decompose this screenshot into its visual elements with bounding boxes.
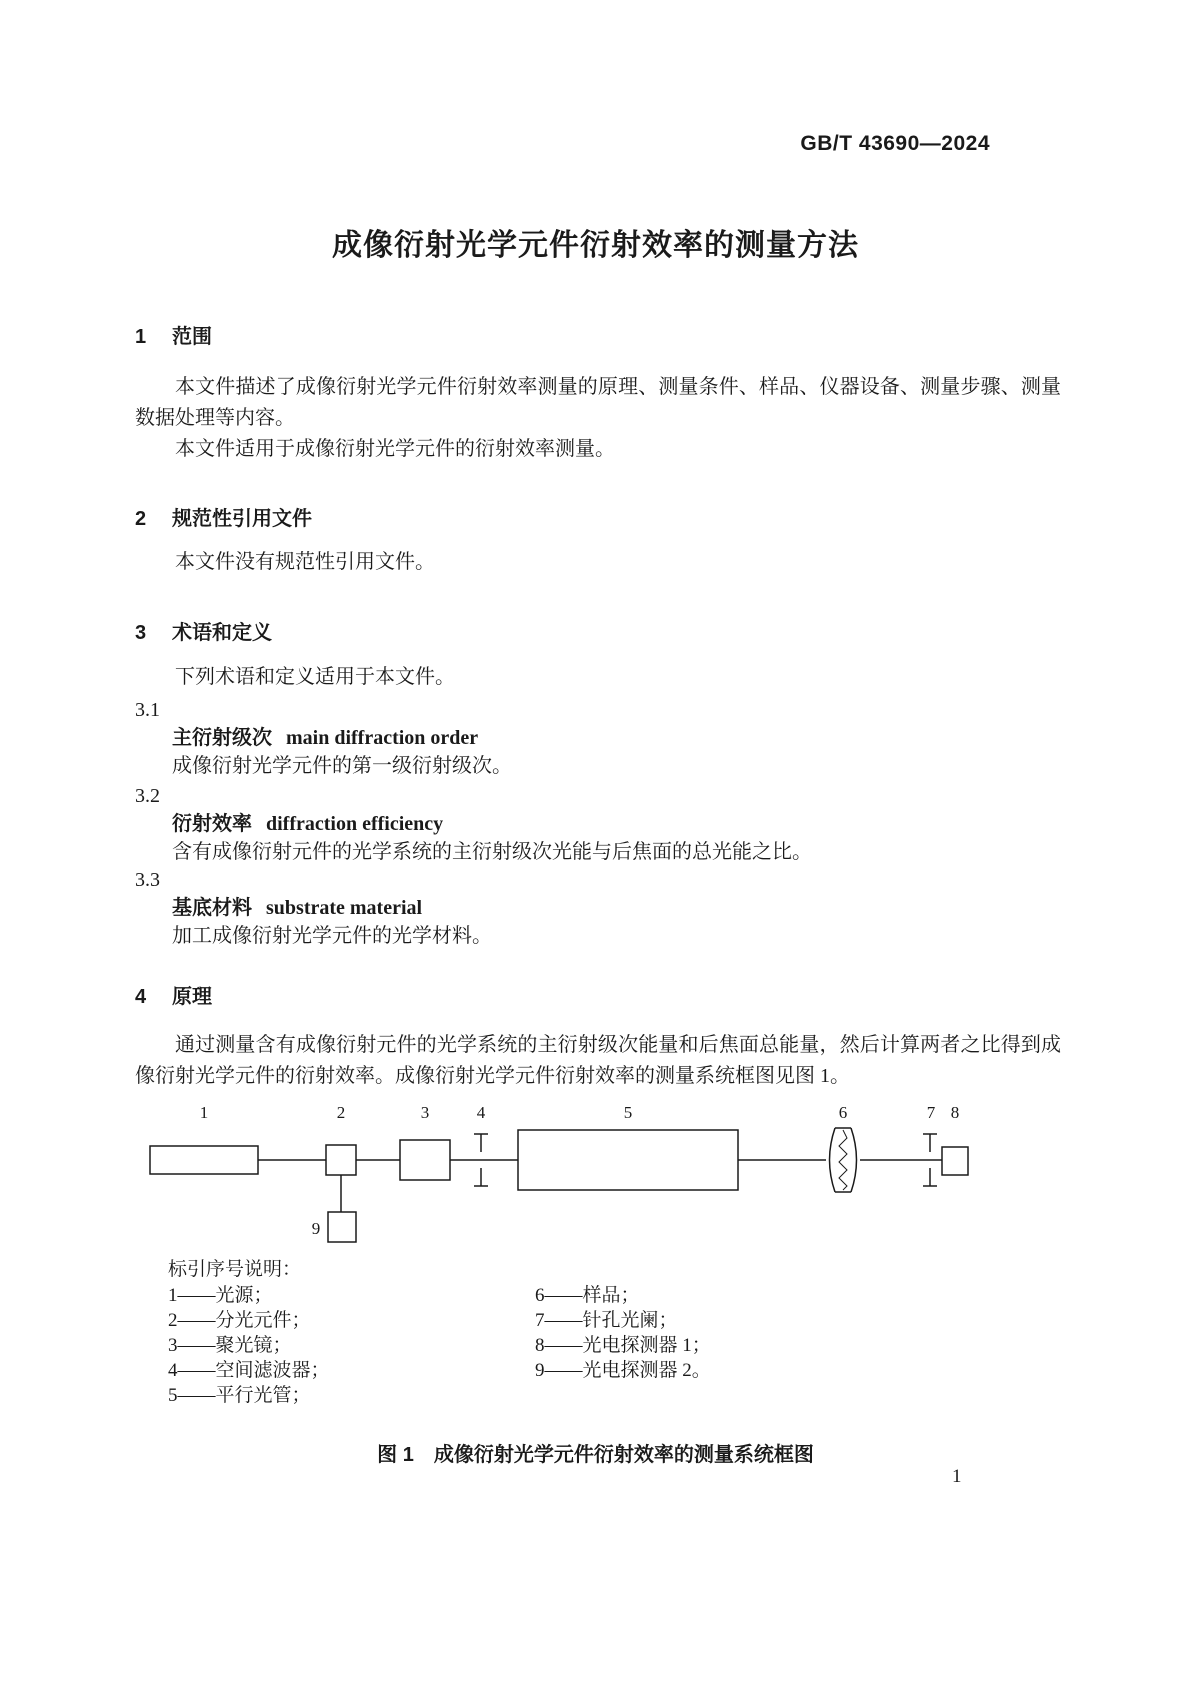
box-photodetector-1 [942,1147,968,1175]
legend-item: 8——光电探测器 1； [535,1335,711,1356]
figure-label-8: 8 [950,1103,960,1122]
legend-item: 3——聚光镜； [168,1335,292,1356]
box-condenser-lens [400,1140,450,1180]
section-heading-principle [135,980,1061,1009]
term-name-en: main diffraction order [286,727,479,749]
section-heading-normative-refs [135,502,1061,531]
figure-label-5: 5 [623,1103,633,1122]
term-definition: 加工成像衍射光学元件的光学材料。 [172,925,492,947]
figure-legend-left [168,1283,330,1408]
diffractive-surface-zigzag [839,1130,847,1190]
box-light-source [150,1146,258,1174]
legend-item: 6——样品； [535,1285,640,1306]
figure-legend-right [535,1283,711,1383]
figure-label-9: 9 [311,1219,321,1238]
term-name-zh: 衍射效率 [172,813,252,835]
section-heading-terms [135,616,1061,645]
term-id: 3.2 [135,785,160,807]
section-heading-scope [135,320,1061,349]
section-number: 4 [135,986,147,1008]
section-number: 2 [135,508,147,530]
box-collimator [518,1130,738,1190]
sample-lens [830,1128,857,1192]
terms-intro [135,662,1061,693]
term-name-en: substrate material [266,897,423,919]
figure-label-4: 4 [476,1103,486,1122]
term-definition: 成像衍射光学元件的第一级衍射级次。 [172,755,512,777]
term-entry [135,696,1061,780]
paragraph: 本文件描述了成像衍射光学元件衍射效率测量的原理、测量条件、样品、仪器设备、测量步骤、测量数据处理等内容。 [135,376,1061,429]
term-definition: 含有成像衍射元件的光学系统的主衍射级次光能与后焦面的总光能之比。 [172,841,812,863]
paragraph: 本文件没有规范性引用文件。 [175,551,435,573]
section-number: 3 [135,622,147,644]
legend-title: 标引序号说明： [168,1259,302,1280]
section-title: 范围 [172,326,212,348]
term-name [172,810,1061,838]
document-title: 成像衍射光学元件衍射效率的测量方法 [332,229,859,262]
paragraph: 通过测量含有成像衍射元件的光学系统的主衍射级次能量和后焦面总能量，然后计算两者之比得到成像衍射光学元件的衍射效率。成像衍射光学元件衍射效率的测量系统框图见图 1。 [135,1034,1061,1087]
box-photodetector-2 [328,1212,356,1242]
legend-item: 7——针孔光阑； [535,1310,678,1331]
figure-label-3: 3 [420,1103,430,1122]
section-number: 1 [135,326,147,348]
term-name-zh: 主衍射级次 [172,727,272,749]
section-principle-body [135,1030,1061,1092]
figure-label-6: 6 [838,1103,848,1122]
legend-item: 5——平行光管； [168,1385,311,1406]
term-id: 3.3 [135,869,160,891]
term-name-zh: 基底材料 [172,897,252,919]
term-name [172,894,1061,922]
section-title: 规范性引用文件 [172,508,312,530]
figure-label-2: 2 [336,1103,346,1122]
figure-label-7: 7 [926,1103,936,1122]
section-scope-body [135,372,1061,465]
figure-label-1: 1 [199,1103,209,1122]
paragraph: 本文件适用于成像衍射光学元件的衍射效率测量。 [175,438,615,460]
legend-item: 1——光源； [168,1285,273,1306]
legend-item: 9——光电探测器 2。 [535,1360,711,1381]
figure-caption: 图 1 成像衍射光学元件衍射效率的测量系统框图 [377,1444,814,1466]
box-beam-splitter [326,1145,356,1175]
term-name-en: diffraction efficiency [266,813,444,835]
legend-item: 2——分光元件； [168,1310,311,1331]
measurement-system-diagram [145,1100,985,1252]
legend-item: 4——空间滤波器； [168,1360,330,1381]
paragraph: 下列术语和定义适用于本文件。 [175,666,455,688]
term-entry [135,866,1061,950]
term-name [172,724,1061,752]
section-title: 原理 [172,986,212,1008]
section-normative-refs-body [135,547,1061,578]
figure-diagram [145,1100,985,1252]
term-id: 3.1 [135,699,160,721]
term-entry [135,782,1061,866]
standard-number: GB/T 43690—2024 [800,132,990,155]
page-number: 1 [952,1466,962,1487]
section-title: 术语和定义 [172,622,272,644]
